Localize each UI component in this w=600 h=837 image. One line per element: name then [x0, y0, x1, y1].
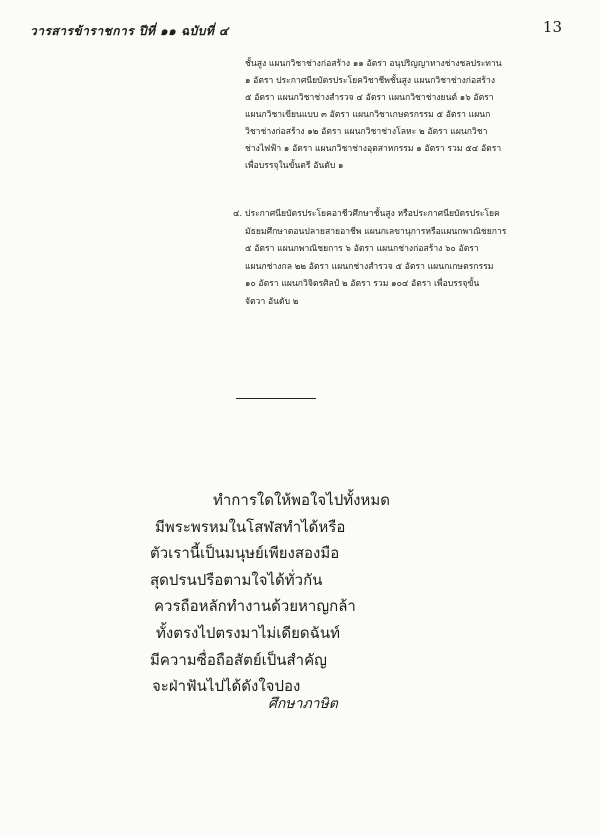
paragraph-line: มัธยมศึกษาตอนปลายสายอาชีพ แผนกเลขานุการหรือแผนกพาณิชยการ — [245, 226, 507, 237]
paragraph-line: ชั้นสูง แผนกวิชาช่างก่อสร้าง ๑๑ อัตรา อนุปริญญาทางช่างชลประทาน — [245, 59, 502, 69]
paragraph-line: เพื่อบรรจุในขั้นตรี อันดับ ๑ — [245, 161, 344, 171]
paragraph-line: ประกาศนียบัตรประโยคอาชีวศึกษาชั้นสูง หรือประกาศนียบัตรประโยค — [245, 209, 500, 219]
poem-line: ควรถือหลักทำงานด้วยหาญกล้า — [154, 597, 356, 616]
journal-title: วารสารข้าราชการ ปีที่ ๑๑ ฉบับที่ ๔ — [30, 24, 229, 38]
paragraph-line: ๕ อัตรา แผนกพาณิชยการ ๖ อัตรา แผนกช่างก่อสร้าง ๖๐ อัตรา — [245, 244, 479, 255]
item-number: ๔. — [233, 209, 243, 219]
paragraph-line: ๑ อัตรา ประกาศนียบัตรประโยควิชาชีพชั้นสูง แผนกวิชาช่างก่อสร้าง — [245, 76, 496, 86]
poem-line: มีความซื่อถือสัตย์เป็นสำคัญ — [150, 650, 327, 669]
paragraph-line: ช่างไฟฟ้า ๑ อัตรา แผนกวิชาช่างอุตสาหกรรม ๑ อัตรา รวม ๕๔ อัตรา — [245, 144, 502, 154]
paragraph-line: แผนกวิชาเขียนแบบ ๓ อัตรา แผนกวิชาเกษตรกรรม ๕ อัตรา แผนก — [245, 110, 491, 120]
paragraph-line: แผนกช่างกล ๒๒ อัตรา แผนกช่างสำรวจ ๕ อัตรา แผนกเกษตรกรรม — [245, 261, 494, 272]
poem-author: ศึกษาภาษิต — [268, 696, 338, 712]
poem-line: มีพระพรหมในโสฬสทำได้หรือ — [155, 517, 346, 536]
poem-line: สุดปรนปรือตามใจได้ทั่วกัน — [150, 570, 323, 589]
continuation-paragraph — [245, 56, 565, 175]
paragraph-line: ๑๐ อัตรา แผนกวิจิตรศิลป์ ๒ อัตรา รวม ๑๐๔ อัตรา เพื่อบรรจุขั้น — [245, 279, 480, 290]
item-text — [245, 206, 506, 312]
poem-line: ทั้งตรงไปตรงมาไม่เดียดฉันท์ — [156, 623, 341, 642]
poem-line: ตัวเรานี้เป็นมนุษย์เพียงสองมือ — [150, 544, 340, 563]
paragraph-line: จัตวา อันดับ ๒ — [245, 296, 299, 307]
section-divider — [236, 398, 316, 399]
page-number: 13 — [542, 18, 562, 36]
poem-line: ทำการใดให้พอใจไปทั้งหมด — [213, 491, 390, 509]
paragraph-line: ๕ อัตรา แผนกวิชาช่างสำรวจ ๔ อัตรา แผนกวิชาช่างยนต์ ๑๖ อัตรา — [245, 93, 494, 103]
poem-line: จะฝ่าฟันไปได้ดังใจปอง — [152, 677, 301, 696]
paragraph-line: วิชาช่างก่อสร้าง ๑๒ อัตรา แผนกวิชาช่างโลหะ ๒ อัตรา แผนกวิชา — [245, 127, 488, 137]
poem — [150, 487, 390, 700]
